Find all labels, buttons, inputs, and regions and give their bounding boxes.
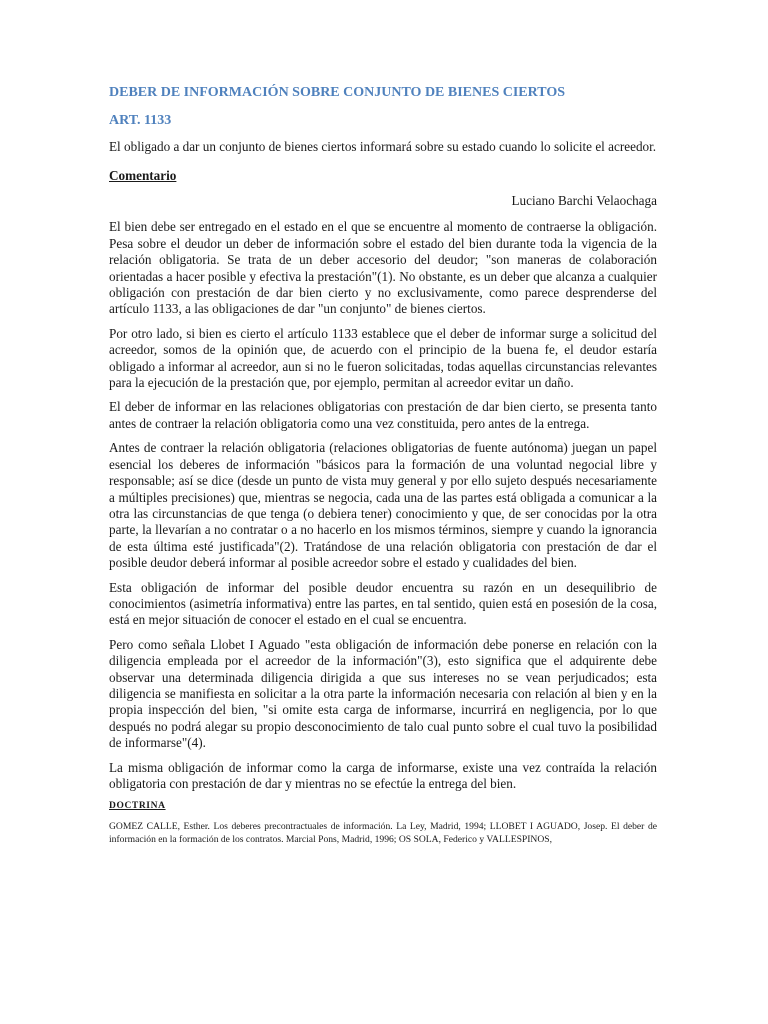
document-page	[109, 84, 657, 846]
paragraph: La misma obligación de informar como la carga de informarse, existe una vez contraída la relación obligatoria con prestación de dar y mientras no se efectúe la entrega del bien.	[109, 759, 657, 791]
paragraph: Por otro lado, si bien es cierto el artículo 1133 establece que el deber de informar surge a solicitud del acreedor, somos de la opinión que, de acuerdo con el principio de la buena fe, el deudor estaría obligado a informar al acreedor, aun si no le fueron solicitadas, todas aquellas circunstancias relevantes para la ejecución de la prestación que, por ejemplo, permitan al acreedor evitar un daño.	[109, 325, 657, 391]
article-number: ART. 1133	[109, 113, 172, 128]
paragraph: El bien debe ser entregado en el estado en el que se encuentre al momento de contraerse la obligación. Pesa sobre el deudor un deber de información sobre el estado del bien durante toda la vigencia de la relación obligatoria. Se trata de un deber accesorio del deudor; "son maneras de colaboración orientadas a hacer posible y efectiva la prestación"(1). No obstante, es un deber que alcanza a cualquier obligación con prestación de dar bien cierto y no exclusivamente, como parece desprenderse del artículo 1133, a las obligaciones de dar "un conjunto" de bienes ciertos.	[109, 219, 657, 317]
author-name: Luciano Barchi Velaochaga	[511, 193, 657, 209]
document-title: DEBER DE INFORMACIÓN SOBRE CONJUNTO DE BIENES CIERTOS	[109, 85, 566, 100]
doctrina-references: GOMEZ CALLE, Esther. Los deberes precontractuales de información. La Ley, Madrid, 1994; LLOBET I AGUADO, Josep. El deber de información en la formación de los contratos. Marcial Pons, Madrid, 1996; OS SOLA, Federico y VALLESPINOS,	[109, 821, 657, 846]
paragraph: Antes de contraer la relación obligatoria (relaciones obligatorias de fuente autónoma) juegan un papel esencial los deberes de información "básicos para la formación de una voluntad negocial libre y responsable; así se dice (desde un punto de vista muy general y por ello sujeto después necesariamente a múltiples precisiones) que, mientras se negocia, cada una de las partes está obligada a comunicar a la otra las circunstancias de que tenga (o debiera tener) conocimiento y que, de ser conocidas por la otra parte, la llevarían a no contratar o a no hacerlo en los mismos términos, siempre y cuando la ignorancia de esta última esté justificada"(2). Tratándose de una relación obligatoria con prestación de dar el posible deudor deberá informar al posible acreedor sobre el estado y cualidades del bien.	[109, 440, 657, 571]
paragraph: Pero como señala Llobet I Aguado "esta obligación de información debe ponerse en relación con la diligencia empleada por el acreedor de la información"(3), esto significa que el adquirente debe observar una determinada diligencia dirigida a que sus intereses no se vean perjudicados; esta diligencia se manifiesta en solicitar a la otra parte la información necesaria con relación al bien y en la propia inspección del bien, "si omite esta carga de informarse, incurrirá en negligencia, por lo que después no podrá alegar su propio desconocimiento de talo cual punto sobre el cual tuvo la posibilidad de informarse"(4).	[109, 636, 657, 751]
comment-heading: Comentario	[109, 168, 177, 184]
paragraph: Esta obligación de informar del posible deudor encuentra su razón en un desequilibrio de conocimientos (asimetría informativa) entre las partes, en tal sentido, quien está en posesión de la cosa, está en mejor situación de conocer el estado en el cual se encuentra.	[109, 579, 657, 628]
article-text: El obligado a dar un conjunto de bienes ciertos informará sobre su estado cuando lo solicite el acreedor.	[109, 139, 657, 154]
paragraph: El deber de informar en las relaciones obligatorias con prestación de dar bien cierto, se presenta tanto antes de contraer la relación obligatoria como una vez constituida, pero antes de la entrega.	[109, 399, 657, 431]
commentary-body	[109, 219, 657, 792]
doctrina-heading: DOCTRINA	[109, 801, 166, 812]
